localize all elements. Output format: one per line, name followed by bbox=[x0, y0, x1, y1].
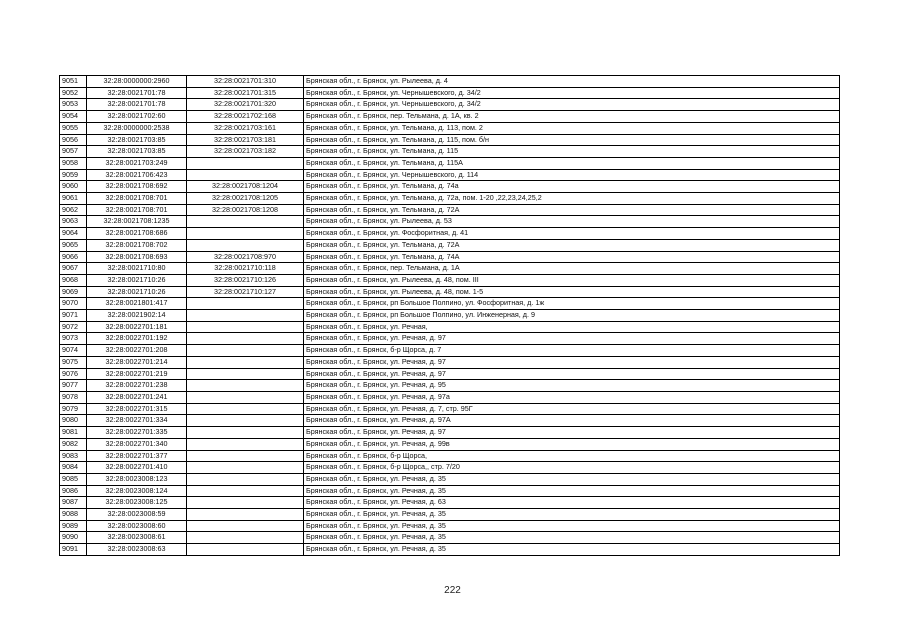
building-cadastral-number-cell bbox=[187, 333, 304, 345]
table-row bbox=[60, 403, 840, 415]
table-row bbox=[60, 157, 840, 169]
address-cell: Брянская обл., г. Брянск, ул. Рылеева, д. 4 bbox=[304, 76, 840, 88]
row-number-cell: 9088 bbox=[60, 509, 87, 521]
building-cadastral-number-cell: 32:28:0021701:310 bbox=[187, 76, 304, 88]
parcel-cadastral-number-cell: 32:28:0021710:80 bbox=[87, 263, 187, 275]
building-cadastral-number-cell: 32:28:0021703:161 bbox=[187, 122, 304, 134]
table-row bbox=[60, 497, 840, 509]
parcel-cadastral-number-cell: 32:28:0022701:410 bbox=[87, 462, 187, 474]
building-cadastral-number-cell bbox=[187, 544, 304, 556]
table-row bbox=[60, 134, 840, 146]
address-cell: Брянская обл., г. Брянск, б-р Щорса, д. 7 bbox=[304, 345, 840, 357]
parcel-cadastral-number-cell: 32:28:0021708:702 bbox=[87, 239, 187, 251]
building-cadastral-number-cell: 32:28:0021703:182 bbox=[187, 146, 304, 158]
parcel-cadastral-number-cell: 32:28:0023008:63 bbox=[87, 544, 187, 556]
address-cell: Брянская обл., г. Брянск, ул. Речная, д. 97 bbox=[304, 333, 840, 345]
address-cell: Брянская обл., г. Брянск, ул. Речная, д. 97А bbox=[304, 415, 840, 427]
row-number-cell: 9078 bbox=[60, 391, 87, 403]
parcel-cadastral-number-cell: 32:28:0023008:61 bbox=[87, 532, 187, 544]
row-number-cell: 9063 bbox=[60, 216, 87, 228]
table-row bbox=[60, 473, 840, 485]
parcel-cadastral-number-cell: 32:28:0000000:2538 bbox=[87, 122, 187, 134]
row-number-cell: 9074 bbox=[60, 345, 87, 357]
table-row bbox=[60, 193, 840, 205]
building-cadastral-number-cell bbox=[187, 438, 304, 450]
building-cadastral-number-cell bbox=[187, 403, 304, 415]
parcel-cadastral-number-cell: 32:28:0022701:334 bbox=[87, 415, 187, 427]
building-cadastral-number-cell bbox=[187, 345, 304, 357]
row-number-cell: 9055 bbox=[60, 122, 87, 134]
table-row bbox=[60, 216, 840, 228]
building-cadastral-number-cell bbox=[187, 368, 304, 380]
building-cadastral-number-cell bbox=[187, 157, 304, 169]
address-cell: Брянская обл., г. Брянск, ул. Речная, д. 95 bbox=[304, 380, 840, 392]
row-number-cell: 9089 bbox=[60, 520, 87, 532]
row-number-cell: 9051 bbox=[60, 76, 87, 88]
cadastral-table bbox=[59, 75, 840, 556]
parcel-cadastral-number-cell: 32:28:0021710:26 bbox=[87, 286, 187, 298]
parcel-cadastral-number-cell: 32:28:0022701:181 bbox=[87, 321, 187, 333]
table-row bbox=[60, 181, 840, 193]
row-number-cell: 9062 bbox=[60, 204, 87, 216]
parcel-cadastral-number-cell: 32:28:0021701:78 bbox=[87, 87, 187, 99]
parcel-cadastral-number-cell: 32:28:0022701:192 bbox=[87, 333, 187, 345]
parcel-cadastral-number-cell: 32:28:0021701:78 bbox=[87, 99, 187, 111]
address-cell: Брянская обл., г. Брянск, ул. Чернышевского, д. 114 bbox=[304, 169, 840, 181]
row-number-cell: 9080 bbox=[60, 415, 87, 427]
row-number-cell: 9069 bbox=[60, 286, 87, 298]
address-cell: Брянская обл., г. Брянск, ул. Речная, д. 35 bbox=[304, 520, 840, 532]
row-number-cell: 9065 bbox=[60, 239, 87, 251]
table-row bbox=[60, 438, 840, 450]
address-cell: Брянская обл., г. Брянск, ул. Речная, bbox=[304, 321, 840, 333]
row-number-cell: 9087 bbox=[60, 497, 87, 509]
building-cadastral-number-cell: 32:28:0021710:126 bbox=[187, 274, 304, 286]
address-cell: Брянская обл., г. Брянск, ул. Речная, д. 35 bbox=[304, 532, 840, 544]
row-number-cell: 9053 bbox=[60, 99, 87, 111]
address-cell: Брянская обл., г. Брянск, ул. Чернышевского, д. 34/2 bbox=[304, 87, 840, 99]
parcel-cadastral-number-cell: 32:28:0022701:208 bbox=[87, 345, 187, 357]
row-number-cell: 9058 bbox=[60, 157, 87, 169]
address-cell: Брянская обл., г. Брянск, ул. Речная, д. 35 bbox=[304, 473, 840, 485]
table-row bbox=[60, 169, 840, 181]
parcel-cadastral-number-cell: 32:28:0021708:701 bbox=[87, 193, 187, 205]
parcel-cadastral-number-cell: 32:28:0021902:14 bbox=[87, 310, 187, 322]
parcel-cadastral-number-cell: 32:28:0022701:315 bbox=[87, 403, 187, 415]
row-number-cell: 9079 bbox=[60, 403, 87, 415]
row-number-cell: 9066 bbox=[60, 251, 87, 263]
row-number-cell: 9071 bbox=[60, 310, 87, 322]
address-cell: Брянская обл., г. Брянск, ул. Речная, д. 35 bbox=[304, 544, 840, 556]
building-cadastral-number-cell bbox=[187, 321, 304, 333]
parcel-cadastral-number-cell: 32:28:0021702:60 bbox=[87, 111, 187, 123]
parcel-cadastral-number-cell: 32:28:0021710:26 bbox=[87, 274, 187, 286]
building-cadastral-number-cell bbox=[187, 415, 304, 427]
address-cell: Брянская обл., г. Брянск, ул. Рылеева, д. 48, пом. 1-5 bbox=[304, 286, 840, 298]
table-row bbox=[60, 368, 840, 380]
building-cadastral-number-cell: 32:28:0021708:1204 bbox=[187, 181, 304, 193]
row-number-cell: 9059 bbox=[60, 169, 87, 181]
building-cadastral-number-cell bbox=[187, 356, 304, 368]
row-number-cell: 9082 bbox=[60, 438, 87, 450]
building-cadastral-number-cell bbox=[187, 239, 304, 251]
address-cell: Брянская обл., г. Брянск, пер. Тельмана, д. 1А, кв. 2 bbox=[304, 111, 840, 123]
building-cadastral-number-cell: 32:28:0021710:127 bbox=[187, 286, 304, 298]
address-cell: Брянская обл., г. Брянск, ул. Тельмана, д. 74А bbox=[304, 251, 840, 263]
table-row bbox=[60, 239, 840, 251]
parcel-cadastral-number-cell: 32:28:0022701:335 bbox=[87, 427, 187, 439]
address-cell: Брянская обл., г. Брянск, ул. Рылеева, д. 48, пом. III bbox=[304, 274, 840, 286]
row-number-cell: 9086 bbox=[60, 485, 87, 497]
building-cadastral-number-cell: 32:28:0021701:315 bbox=[187, 87, 304, 99]
table-row bbox=[60, 520, 840, 532]
table-row bbox=[60, 204, 840, 216]
building-cadastral-number-cell: 32:28:0021708:1208 bbox=[187, 204, 304, 216]
table-row bbox=[60, 146, 840, 158]
building-cadastral-number-cell: 32:28:0021701:320 bbox=[187, 99, 304, 111]
building-cadastral-number-cell bbox=[187, 228, 304, 240]
table-row bbox=[60, 87, 840, 99]
address-cell: Брянская обл., г. Брянск, ул. Тельмана, д. 115, пом. б/н bbox=[304, 134, 840, 146]
row-number-cell: 9077 bbox=[60, 380, 87, 392]
address-cell: Брянская обл., г. Брянск, ул. Речная, д. 97 bbox=[304, 356, 840, 368]
row-number-cell: 9060 bbox=[60, 181, 87, 193]
parcel-cadastral-number-cell: 32:28:0022701:340 bbox=[87, 438, 187, 450]
parcel-cadastral-number-cell: 32:28:0021706:423 bbox=[87, 169, 187, 181]
parcel-cadastral-number-cell: 32:28:0023008:59 bbox=[87, 509, 187, 521]
building-cadastral-number-cell bbox=[187, 485, 304, 497]
building-cadastral-number-cell: 32:28:0021702:168 bbox=[187, 111, 304, 123]
row-number-cell: 9083 bbox=[60, 450, 87, 462]
row-number-cell: 9076 bbox=[60, 368, 87, 380]
row-number-cell: 9085 bbox=[60, 473, 87, 485]
row-number-cell: 9054 bbox=[60, 111, 87, 123]
address-cell: Брянская обл., г. Брянск, ул. Речная, д. 97 bbox=[304, 427, 840, 439]
address-cell: Брянская обл., г. Брянск, б-р Щорса, bbox=[304, 450, 840, 462]
row-number-cell: 9090 bbox=[60, 532, 87, 544]
parcel-cadastral-number-cell: 32:28:0022701:238 bbox=[87, 380, 187, 392]
table-row bbox=[60, 228, 840, 240]
address-cell: Брянская обл., г. Брянск, ул. Тельмана, д. 115А bbox=[304, 157, 840, 169]
row-number-cell: 9091 bbox=[60, 544, 87, 556]
address-cell: Брянская обл., г. Брянск, ул. Тельмана, д. 72А bbox=[304, 239, 840, 251]
parcel-cadastral-number-cell: 32:28:0023008:60 bbox=[87, 520, 187, 532]
parcel-cadastral-number-cell: 32:28:0021801:417 bbox=[87, 298, 187, 310]
address-cell: Брянская обл., г. Брянск, ул. Фосфоритная, д. 41 bbox=[304, 228, 840, 240]
building-cadastral-number-cell: 32:28:0021708:970 bbox=[187, 251, 304, 263]
table-row bbox=[60, 544, 840, 556]
row-number-cell: 9068 bbox=[60, 274, 87, 286]
table-row bbox=[60, 415, 840, 427]
building-cadastral-number-cell bbox=[187, 391, 304, 403]
building-cadastral-number-cell bbox=[187, 427, 304, 439]
address-cell: Брянская обл., г. Брянск, ул. Тельмана, д. 72а, пом. 1-20 ,22,23,24,25,2 bbox=[304, 193, 840, 205]
row-number-cell: 9056 bbox=[60, 134, 87, 146]
address-cell: Брянская обл., г. Брянск, ул. Рылеева, д. 53 bbox=[304, 216, 840, 228]
address-cell: Брянская обл., г. Брянск, ул. Тельмана, д. 74а bbox=[304, 181, 840, 193]
table-row bbox=[60, 462, 840, 474]
row-number-cell: 9052 bbox=[60, 87, 87, 99]
address-cell: Брянская обл., г. Брянск, ул. Тельмана, д. 115 bbox=[304, 146, 840, 158]
parcel-cadastral-number-cell: 32:28:0023008:123 bbox=[87, 473, 187, 485]
building-cadastral-number-cell bbox=[187, 169, 304, 181]
address-cell: Брянская обл., г. Брянск, ул. Тельмана, д. 72А bbox=[304, 204, 840, 216]
address-cell: Брянская обл., г. Брянск, ул. Тельмана, д. 113, пом. 2 bbox=[304, 122, 840, 134]
address-cell: Брянская обл., г. Брянск, ул. Чернышевского, д. 34/2 bbox=[304, 99, 840, 111]
row-number-cell: 9073 bbox=[60, 333, 87, 345]
table-row bbox=[60, 509, 840, 521]
parcel-cadastral-number-cell: 32:28:0000000:2960 bbox=[87, 76, 187, 88]
table-row bbox=[60, 380, 840, 392]
building-cadastral-number-cell bbox=[187, 216, 304, 228]
parcel-cadastral-number-cell: 32:28:0021708:1235 bbox=[87, 216, 187, 228]
building-cadastral-number-cell bbox=[187, 462, 304, 474]
table-row bbox=[60, 286, 840, 298]
parcel-cadastral-number-cell: 32:28:0021703:85 bbox=[87, 134, 187, 146]
parcel-cadastral-number-cell: 32:28:0021703:85 bbox=[87, 146, 187, 158]
row-number-cell: 9061 bbox=[60, 193, 87, 205]
table-row bbox=[60, 485, 840, 497]
row-number-cell: 9064 bbox=[60, 228, 87, 240]
building-cadastral-number-cell bbox=[187, 380, 304, 392]
building-cadastral-number-cell: 32:28:0021710:118 bbox=[187, 263, 304, 275]
table-row bbox=[60, 274, 840, 286]
building-cadastral-number-cell bbox=[187, 509, 304, 521]
building-cadastral-number-cell bbox=[187, 520, 304, 532]
row-number-cell: 9072 bbox=[60, 321, 87, 333]
address-cell: Брянская обл., г. Брянск, пер. Тельмана, д. 1А bbox=[304, 263, 840, 275]
address-cell: Брянская обл., г. Брянск, ул. Речная, д. 63 bbox=[304, 497, 840, 509]
parcel-cadastral-number-cell: 32:28:0021708:701 bbox=[87, 204, 187, 216]
table-row bbox=[60, 99, 840, 111]
building-cadastral-number-cell bbox=[187, 532, 304, 544]
row-number-cell: 9081 bbox=[60, 427, 87, 439]
table-row bbox=[60, 356, 840, 368]
row-number-cell: 9075 bbox=[60, 356, 87, 368]
row-number-cell: 9084 bbox=[60, 462, 87, 474]
table-row bbox=[60, 532, 840, 544]
table-row bbox=[60, 391, 840, 403]
parcel-cadastral-number-cell: 32:28:0022701:214 bbox=[87, 356, 187, 368]
cadastral-table-body bbox=[60, 76, 840, 556]
parcel-cadastral-number-cell: 32:28:0022701:241 bbox=[87, 391, 187, 403]
parcel-cadastral-number-cell: 32:28:0021708:693 bbox=[87, 251, 187, 263]
parcel-cadastral-number-cell: 32:28:0022701:219 bbox=[87, 368, 187, 380]
table-row bbox=[60, 111, 840, 123]
building-cadastral-number-cell bbox=[187, 298, 304, 310]
row-number-cell: 9070 bbox=[60, 298, 87, 310]
building-cadastral-number-cell: 32:28:0021703:181 bbox=[187, 134, 304, 146]
parcel-cadastral-number-cell: 32:28:0023008:124 bbox=[87, 485, 187, 497]
parcel-cadastral-number-cell: 32:28:0021708:692 bbox=[87, 181, 187, 193]
parcel-cadastral-number-cell: 32:28:0021708:686 bbox=[87, 228, 187, 240]
address-cell: Брянская обл., г. Брянск, рп Большое Полпино, ул. Фосфоритная, д. 1ж bbox=[304, 298, 840, 310]
parcel-cadastral-number-cell: 32:28:0022701:377 bbox=[87, 450, 187, 462]
address-cell: Брянская обл., г. Брянск, ул. Речная, д. 35 bbox=[304, 509, 840, 521]
table-row bbox=[60, 122, 840, 134]
table-row bbox=[60, 263, 840, 275]
row-number-cell: 9067 bbox=[60, 263, 87, 275]
parcel-cadastral-number-cell: 32:28:0023008:125 bbox=[87, 497, 187, 509]
page-number: 222 bbox=[444, 585, 461, 596]
address-cell: Брянская обл., г. Брянск, ул. Речная, д. 99в bbox=[304, 438, 840, 450]
address-cell: Брянская обл., г. Брянск, рп Большое Полпино, ул. Инженерная, д. 9 bbox=[304, 310, 840, 322]
building-cadastral-number-cell bbox=[187, 473, 304, 485]
table-row bbox=[60, 345, 840, 357]
table-row bbox=[60, 450, 840, 462]
building-cadastral-number-cell: 32:28:0021708:1205 bbox=[187, 193, 304, 205]
building-cadastral-number-cell bbox=[187, 310, 304, 322]
table-row bbox=[60, 321, 840, 333]
address-cell: Брянская обл., г. Брянск, ул. Речная, д. 97 bbox=[304, 368, 840, 380]
row-number-cell: 9057 bbox=[60, 146, 87, 158]
table-row bbox=[60, 333, 840, 345]
table-row bbox=[60, 251, 840, 263]
address-cell: Брянская обл., г. Брянск, ул. Речная, д. 97а bbox=[304, 391, 840, 403]
table-row bbox=[60, 427, 840, 439]
parcel-cadastral-number-cell: 32:28:0021703:249 bbox=[87, 157, 187, 169]
table-row bbox=[60, 76, 840, 88]
address-cell: Брянская обл., г. Брянск, ул. Речная, д. 7, стр. 95Г bbox=[304, 403, 840, 415]
building-cadastral-number-cell bbox=[187, 497, 304, 509]
building-cadastral-number-cell bbox=[187, 450, 304, 462]
table-row bbox=[60, 310, 840, 322]
address-cell: Брянская обл., г. Брянск, ул. Речная, д. 35 bbox=[304, 485, 840, 497]
table-row bbox=[60, 298, 840, 310]
address-cell: Брянская обл., г. Брянск, б-р Щорса,, стр. 7/20 bbox=[304, 462, 840, 474]
